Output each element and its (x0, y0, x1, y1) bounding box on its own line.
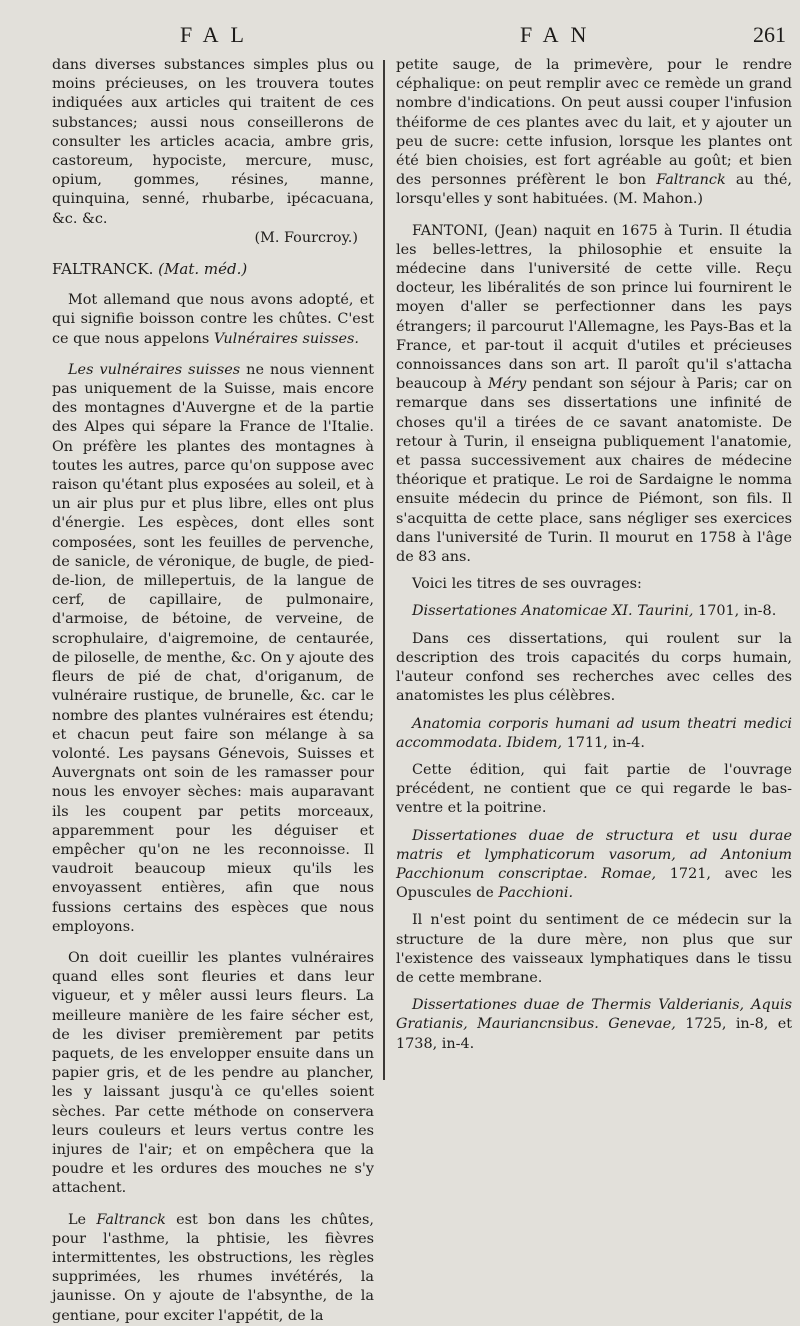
entry-title: FALTRANCK. (52, 260, 154, 279)
running-header-right: FAN (520, 22, 599, 47)
paragraph: Les vulnéraires suisses ne nous viennent pas uniquement de la Suisse, mais encore des montagnes d'Auvergne et de la partie des Alpes qui sépare la France de l'Italie. On préfère les plantes des montagnes à toutes les autres, parce qu'on suppose avec raison qu'étant plus exposées au soleil, et à un air plus pur et plus libre, elles ont plus d'énergie. Les espèces, dont elles sont composées, sont les feuilles de pervenche, de sanicle, de véronique, de bugle, de pied-de-lion, de millepertuis, de la langue de cerf, de capillaire, de pulmonaire, d'armoise, de bétoine, de verveine, de scrophulaire, d'aigremoine, de centaurée, de piloselle, de menthe, &c. On y ajoute des fleurs de pié de chat, d'origanum, de vulnéraire rustique, de brunelle, &c. car le nombre des plantes vulnéraires est étendu; et chacun peut faire son mélange à sa volonté. Les paysans Génevois, Suisses et Auvergnats ont soin de les ramasser pour nous les envoyer sèches: mais auparavant ils les coupent par petits morceaux, apparemment pour les déguiser et empêcher qu'on ne les reconnoisse. Il vaudroit beaucoup mieux qu'ils les envoyassent entières, afin que nous fussions certains des espèces que nous employons. (52, 361, 374, 935)
book-title: Dissertationes duae de Thermis Valderianis, Aquis Gratianis, Mauriancnsibus. Genevae, 1725, in-8, et 1738, in-4. (396, 997, 792, 1052)
paragraph: Il n'est point du sentiment de ce médecin sur la structure de la dure mère, non plus que sur l'existence des vaisseaux lymphatiques dans le tissu de cette membrane. (396, 912, 792, 986)
author-signature: (M. Mahon.) (612, 191, 704, 208)
paragraph: petite sauge, de la primevère, pour le rendre céphalique: on peut remplir avec ce remède un grand nombre d'indications. On peut aussi couper l'infusion théiforme de ces plantes avec du lait, et y ajouter un peu de sucre: cette infusion, lorsque les plantes ont été bien choisies, est fort agréable au goût; et bien des personnes préfèrent le bon Faltranck au thé, lorsqu'elles y sont habituées. (M. Mahon.) (396, 57, 792, 208)
paragraph: Dans ces dissertations, qui roulent sur la description des trois capacités du corps humain, l'auteur confond ses recherches avec celles des anatomistes les plus célèbres. (396, 630, 792, 705)
entry-heading (52, 260, 374, 279)
right-column (396, 56, 792, 1086)
book-title: Dissertationes Anatomicae XI. Taurini, 1701, in-8. (412, 603, 777, 620)
book-title: Dissertationes duae de structura et usu durae matris et lymphaticorum vasorum, ad Antonium Pacchionum conscriptae. Romae, 1721, avec les Opuscules de Pacchioni. (396, 827, 793, 902)
running-header-left: FAL (180, 22, 256, 47)
book-title: Anatomia corporis humani ad usum theatri medici accommodata. Ibidem, 1711, in-4. (396, 715, 792, 751)
paragraph: Le Faltranck est bon dans les chûtes, pour l'asthme, la phtisie, les fièvres intermittentes, les obstructions, les règles supprimées, les rhumes invétérés, la jaunisse. On y ajoute de l'absynthe, de la gentiane, pour exciter l'appétit, de la (52, 1211, 374, 1324)
author-signature: (M. Fourcroy.) (254, 229, 358, 246)
paragraph: dans diverses substances simples plus ou moins précieuses, on les trouvera toutes indiquées aux articles qui traitent de ces substances; aussi nous conseillerons de consulter les articles acacia, ambre gris, castoreum, hypociste, mercure, musc, opium, gommes, résines, manne, quinquina, senné, rhubarbe, ipécacuana, &c. &c. (52, 57, 374, 227)
paragraph: FANTONI, (Jean) naquit en 1675 à Turin. Il étudia les belles-lettres, la philosophie et ensuite la médecine dans l'université de cette ville. Reçu docteur, les libéralités de son prince lui fournirent le moyen d'aller se perfectionner dans les pays étrangers; il parcourut l'Allemagne, les Pays-Bas et la France, et par-tout il acquit d'utiles et précieuses connoissances dans son art. Il paroît qu'il s'attacha beaucoup à Méry pendant son séjour à Paris; car on remarque dans ses dissertations une infinité de choses qu'il a tirées de ce savant anatomiste. De retour à Turin, il enseigna publiquement l'anatomie, et passa successivement aux chaires de médecine théorique et pratique. Le roi de Sardaigne le nomma ensuite médecin du prince de Piémont, son fils. Il s'acquitta de cette place, sans négliger ses exercices dans l'université de Turin. Il mourut en 1758 à l'âge de 83 ans. (396, 222, 792, 566)
left-column (52, 56, 374, 1324)
paragraph: Cette édition, qui fait partie de l'ouvrage précédent, ne contient que ce qui regarde le bas-ventre et la poitrine. (396, 761, 792, 817)
paragraph: On doit cueillir les plantes vulnéraires quand elles sont fleuries et dans leur vigueur, et y mêler aussi leurs fleurs. La meilleure manière de les faire sécher est, de les diviser premièrement par petits paquets, de les envelopper ensuite dans un papier gris, et de les pendre au plancher, les y laissant jusqu'à ce qu'elles soient sèches. Par cette méthode on conservera leurs couleurs et leurs vertus contre les injures de l'air; et on empêchera que la poudre et les ordures des mouches ne s'y attachent. (52, 949, 374, 1197)
paragraph: Mot allemand que nous avons adopté, et qui signifie boisson contre les chûtes. C'est ce que nous appelons Vulnéraires suisses. (52, 292, 374, 347)
column-divider (383, 60, 385, 1080)
page-number: 261 (753, 22, 786, 47)
entry-category: (Mat. méd.) (158, 260, 248, 279)
paragraph: Voici les titres de ses ouvrages: (412, 576, 642, 593)
